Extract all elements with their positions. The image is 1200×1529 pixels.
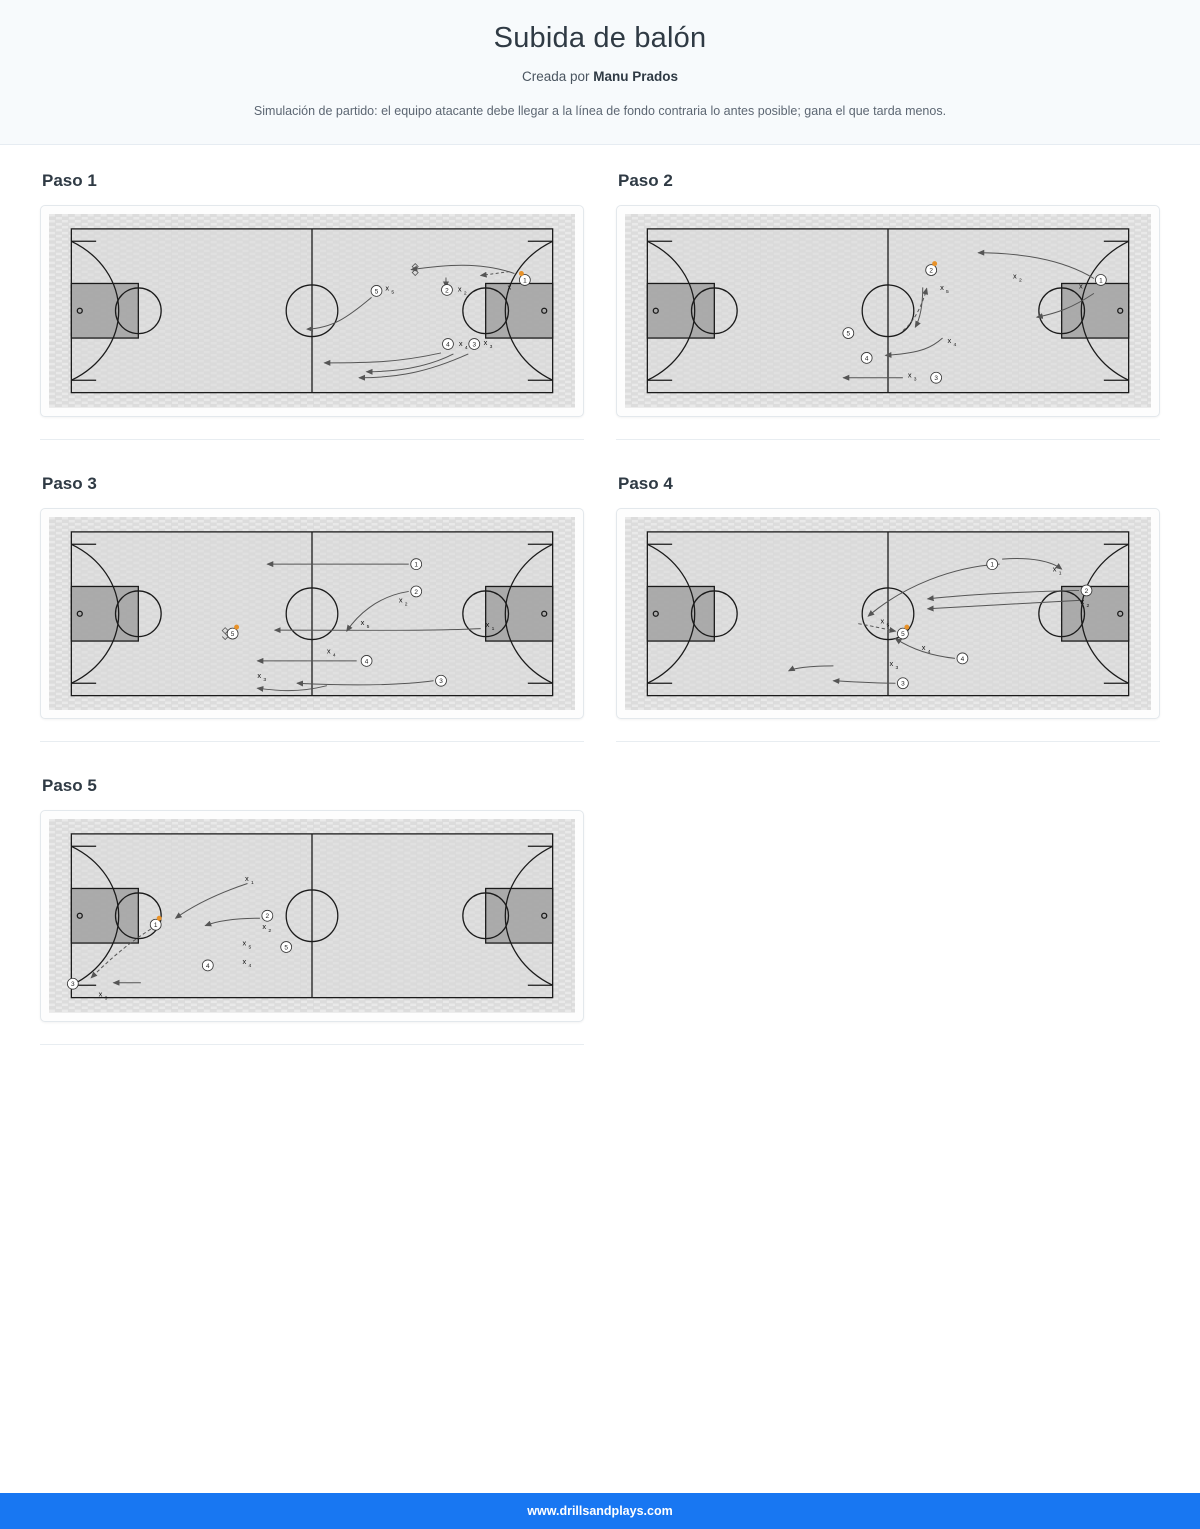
svg-text:4: 4 bbox=[960, 655, 965, 663]
svg-text:4: 4 bbox=[248, 963, 252, 969]
offense-5-3 bbox=[67, 978, 78, 989]
offense-4-2 bbox=[1081, 584, 1092, 595]
svg-text:1: 1 bbox=[990, 561, 994, 569]
svg-text:4: 4 bbox=[953, 342, 957, 348]
svg-text:x: x bbox=[457, 284, 462, 294]
svg-text:3: 3 bbox=[472, 341, 477, 349]
offense-1-2 bbox=[442, 284, 453, 295]
offense-3-3 bbox=[436, 675, 447, 686]
offense-1-5 bbox=[371, 285, 382, 296]
svg-text:5: 5 bbox=[230, 630, 235, 638]
page-title: Subida de balón bbox=[493, 22, 707, 54]
svg-text:4: 4 bbox=[464, 345, 468, 351]
svg-text:5: 5 bbox=[284, 944, 288, 952]
svg-text:x: x bbox=[907, 370, 912, 380]
svg-text:4: 4 bbox=[927, 649, 931, 655]
svg-text:4: 4 bbox=[332, 652, 336, 658]
svg-text:3: 3 bbox=[901, 680, 905, 688]
svg-text:x: x bbox=[507, 282, 512, 292]
court-diagram-1 bbox=[49, 214, 575, 408]
svg-text:x: x bbox=[458, 338, 463, 348]
step-4-court-card bbox=[616, 508, 1160, 720]
svg-text:1: 1 bbox=[414, 561, 418, 569]
svg-text:2: 2 bbox=[404, 601, 408, 607]
offense-2-1 bbox=[1095, 275, 1106, 286]
offense-1-3 bbox=[469, 339, 480, 350]
svg-text:5: 5 bbox=[366, 624, 370, 630]
svg-text:1: 1 bbox=[491, 626, 495, 632]
page-header bbox=[0, 0, 1200, 145]
svg-text:1: 1 bbox=[523, 277, 527, 285]
footer-site-link[interactable]: www.drillsandplays.com bbox=[527, 1504, 673, 1518]
svg-text:4: 4 bbox=[364, 657, 369, 665]
offense-2-5 bbox=[843, 328, 854, 339]
svg-text:4: 4 bbox=[446, 341, 450, 349]
offense-3-1 bbox=[411, 558, 422, 569]
step-5-separator bbox=[40, 1044, 584, 1045]
svg-text:x: x bbox=[385, 283, 390, 293]
offense-1-4 bbox=[442, 339, 453, 350]
svg-text:x: x bbox=[1052, 564, 1057, 574]
svg-text:3: 3 bbox=[913, 377, 917, 383]
court-diagram-2 bbox=[625, 214, 1151, 408]
svg-text:x: x bbox=[360, 617, 365, 627]
svg-text:3: 3 bbox=[104, 996, 108, 1002]
svg-text:2: 2 bbox=[268, 929, 272, 935]
court-diagram-5 bbox=[49, 819, 575, 1013]
offense-3-4 bbox=[361, 655, 372, 666]
svg-text:3: 3 bbox=[489, 344, 493, 350]
site-footer[interactable] bbox=[0, 1493, 1200, 1529]
step-3-title: Paso 3 bbox=[42, 473, 97, 493]
svg-text:x: x bbox=[1013, 271, 1017, 281]
svg-text:x: x bbox=[326, 645, 331, 655]
svg-text:2: 2 bbox=[1084, 587, 1089, 595]
offense-3-2 bbox=[411, 585, 422, 596]
svg-text:5: 5 bbox=[886, 623, 890, 629]
svg-text:5: 5 bbox=[901, 630, 905, 638]
step-3-separator bbox=[40, 741, 584, 742]
offense-5-4 bbox=[202, 960, 213, 971]
author-byline bbox=[40, 69, 1160, 84]
svg-text:x: x bbox=[1080, 596, 1085, 606]
svg-text:x: x bbox=[242, 956, 247, 966]
svg-text:3: 3 bbox=[895, 665, 899, 671]
svg-text:1: 1 bbox=[1058, 571, 1062, 577]
offense-4-4 bbox=[957, 652, 968, 663]
court-diagram-3 bbox=[49, 517, 575, 711]
step-1-separator bbox=[40, 439, 584, 440]
step-1 bbox=[40, 171, 600, 440]
offense-4-3 bbox=[897, 677, 908, 688]
step-2-title: Paso 2 bbox=[618, 171, 673, 190]
svg-text:2: 2 bbox=[265, 913, 270, 921]
step-1-title: Paso 1 bbox=[42, 171, 97, 190]
svg-text:x: x bbox=[947, 336, 952, 346]
offense-5-2 bbox=[262, 910, 273, 921]
svg-text:2: 2 bbox=[414, 588, 418, 596]
svg-text:4: 4 bbox=[864, 355, 869, 363]
svg-text:3: 3 bbox=[263, 677, 267, 683]
svg-text:x: x bbox=[940, 282, 944, 292]
svg-text:x: x bbox=[257, 670, 262, 680]
court-diagram-4 bbox=[625, 517, 1151, 711]
svg-text:1: 1 bbox=[250, 881, 254, 887]
step-2 bbox=[600, 171, 1160, 440]
svg-text:x: x bbox=[245, 874, 249, 884]
svg-text:2: 2 bbox=[929, 267, 933, 275]
offense-5-5 bbox=[281, 942, 292, 953]
svg-text:x: x bbox=[98, 989, 103, 999]
svg-text:5: 5 bbox=[391, 290, 395, 296]
step-4-title: Paso 4 bbox=[618, 473, 673, 493]
svg-text:x: x bbox=[242, 938, 247, 948]
svg-text:5: 5 bbox=[946, 289, 949, 295]
play-description: Simulación de partido: el equipo atacante debe llegar a la línea de fondo contraria lo antes posible; gana el que tarda menos. bbox=[253, 104, 947, 118]
svg-text:x: x bbox=[1079, 281, 1083, 291]
svg-text:5: 5 bbox=[846, 330, 851, 338]
svg-text:x: x bbox=[398, 594, 403, 604]
step-5 bbox=[40, 776, 600, 1045]
svg-text:2: 2 bbox=[1018, 278, 1022, 284]
svg-text:2: 2 bbox=[463, 291, 467, 297]
svg-text:x: x bbox=[880, 616, 885, 626]
step-5-title: Paso 5 bbox=[42, 776, 97, 796]
svg-text:2: 2 bbox=[1086, 603, 1090, 609]
svg-text:1: 1 bbox=[1099, 277, 1103, 285]
step-5-court-card bbox=[40, 810, 584, 1022]
author-name: Manu Prados bbox=[593, 69, 679, 84]
svg-text:4: 4 bbox=[206, 962, 210, 970]
svg-text:3: 3 bbox=[439, 677, 443, 685]
offense-2-4 bbox=[861, 352, 872, 363]
step-1-court-card bbox=[40, 205, 584, 417]
svg-text:3: 3 bbox=[934, 375, 938, 383]
svg-text:1: 1 bbox=[153, 922, 158, 930]
step-4 bbox=[600, 474, 1160, 743]
step-2-court-card bbox=[616, 205, 1160, 417]
step-2-separator bbox=[616, 439, 1160, 440]
svg-text:x: x bbox=[889, 658, 894, 668]
steps-grid bbox=[0, 145, 1200, 1089]
svg-text:x: x bbox=[485, 619, 490, 629]
svg-text:2: 2 bbox=[445, 287, 449, 295]
step-3 bbox=[40, 474, 600, 743]
step-4-separator bbox=[616, 741, 1160, 742]
offense-2-3 bbox=[931, 372, 942, 383]
offense-4-1 bbox=[987, 558, 998, 569]
svg-text:5: 5 bbox=[248, 945, 252, 951]
svg-text:x: x bbox=[483, 337, 488, 347]
svg-text:5: 5 bbox=[374, 288, 379, 296]
step-3-court-card bbox=[40, 508, 584, 720]
svg-text:x: x bbox=[262, 922, 267, 932]
svg-text:3: 3 bbox=[71, 981, 75, 989]
byline-prefix: Creada por bbox=[521, 69, 594, 84]
svg-text:x: x bbox=[921, 642, 926, 652]
